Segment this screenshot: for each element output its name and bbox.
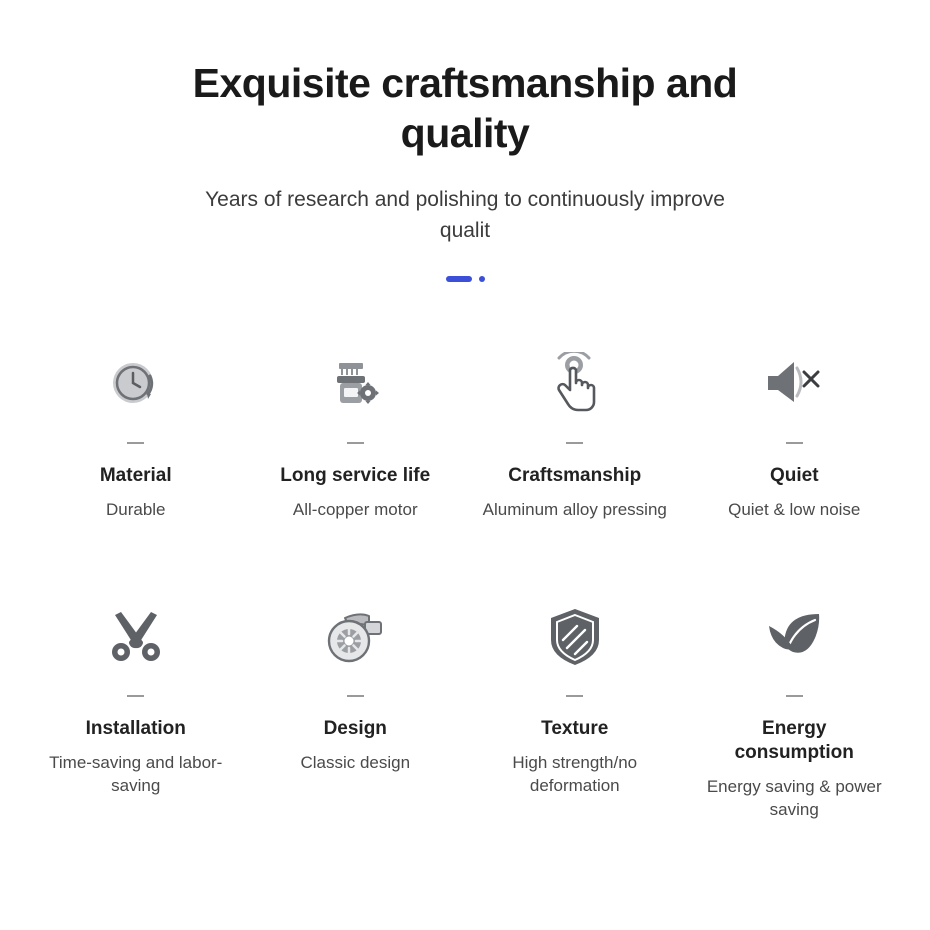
feature-title: Craftsmanship — [508, 465, 642, 486]
feature-title: Long service life — [280, 465, 431, 486]
page-header — [0, 0, 930, 284]
feature-desc: Time-saving and labor-saving — [49, 753, 223, 795]
turbine-fan-icon — [323, 599, 387, 675]
feature-title: Energy consumption — [734, 718, 854, 763]
clock-icon — [106, 346, 166, 422]
feature-desc: All-copper motor — [292, 500, 418, 519]
pagination-dot-active[interactable] — [446, 276, 472, 282]
feature-item — [26, 346, 246, 521]
item-divider — [786, 442, 803, 444]
feature-title: Material — [99, 465, 172, 486]
item-divider — [786, 695, 803, 697]
feature-item — [685, 346, 905, 521]
feature-desc: Quiet & low noise — [728, 500, 861, 519]
feature-title: Installation — [85, 718, 186, 739]
leaf-icon — [761, 599, 827, 675]
motor-gear-icon — [324, 346, 386, 422]
feature-item — [246, 599, 466, 821]
feature-title: Design — [323, 718, 387, 739]
item-divider — [127, 442, 144, 444]
feature-desc: Aluminum alloy pressing — [482, 500, 667, 519]
item-divider — [347, 695, 364, 697]
page-title: Exquisite craftsmanship and quality — [192, 60, 738, 156]
feature-desc: Durable — [105, 500, 166, 519]
item-divider — [566, 695, 583, 697]
feature-desc: Classic design — [300, 753, 411, 772]
shield-icon — [547, 599, 603, 675]
feature-grid — [0, 346, 930, 821]
tools-icon — [105, 599, 167, 675]
item-divider — [347, 442, 364, 444]
item-divider — [566, 442, 583, 444]
feature-item — [465, 599, 685, 821]
page-subtitle: Years of research and polishing to continuously improve qualit — [205, 188, 725, 242]
feature-item — [246, 346, 466, 521]
mute-speaker-icon — [762, 346, 826, 422]
item-divider — [127, 695, 144, 697]
feature-title: Texture — [541, 718, 609, 739]
carousel-pagination[interactable] — [0, 274, 930, 284]
hand-touch-icon — [545, 346, 605, 422]
feature-item — [685, 599, 905, 821]
feature-desc: Energy saving & power saving — [706, 777, 882, 819]
feature-item — [26, 599, 246, 821]
feature-item — [465, 346, 685, 521]
feature-title: Quiet — [769, 465, 819, 486]
feature-desc: High strength/no deformation — [512, 753, 638, 795]
pagination-dot-inactive[interactable] — [479, 276, 485, 282]
